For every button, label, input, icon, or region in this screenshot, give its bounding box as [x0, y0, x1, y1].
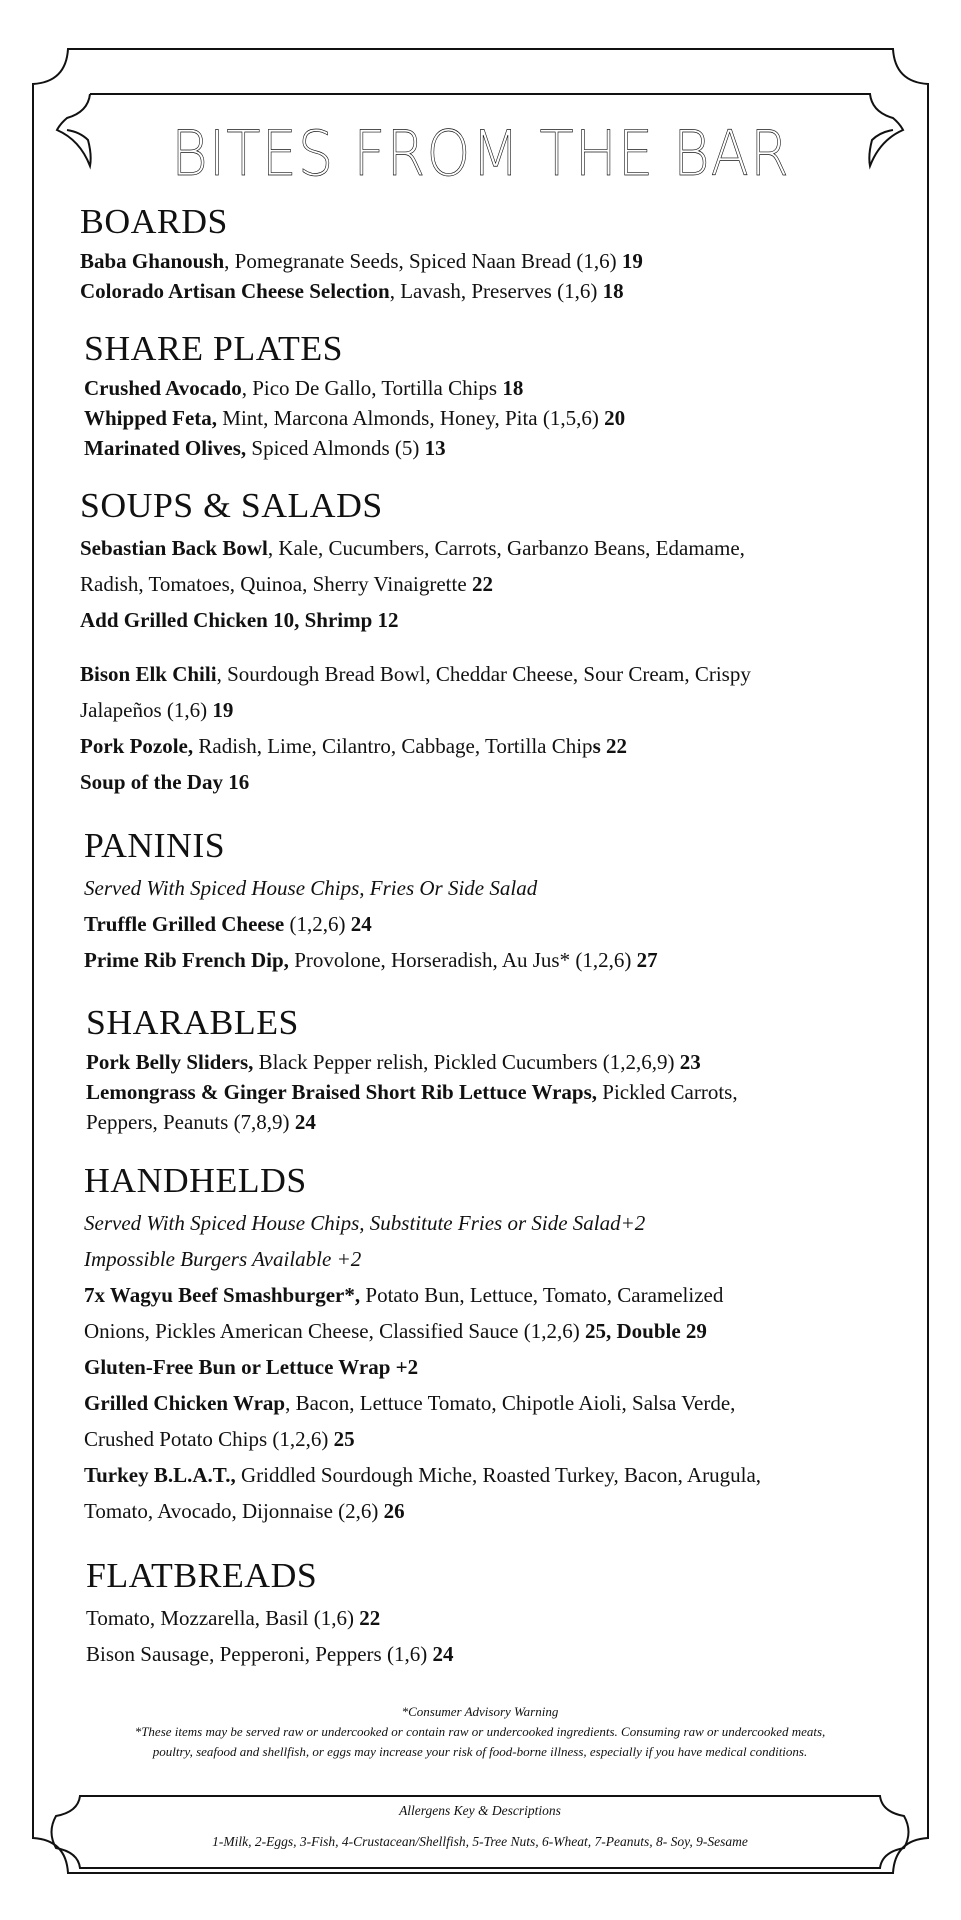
menu-item: Whipped Feta, Mint, Marcona Almonds, Honey, Pita (1,5,6) 20: [84, 406, 626, 430]
menu-item: Sebastian Back Bowl, Kale, Cucumbers, Carrots, Garbanzo Beans, Edamame,: [80, 536, 745, 560]
menu-item: Truffle Grilled Cheese (1,2,6) 24: [84, 912, 372, 936]
section-note: Served With Spiced House Chips, Substitute Fries or Side Salad+2: [84, 1211, 646, 1235]
flatbreads-section: [86, 1556, 886, 1672]
soups-salads-heading: SOUPS & SALADS: [80, 486, 383, 525]
menu-item: Marinated Olives, Spiced Almonds (5) 13: [84, 436, 446, 460]
menu-item-continued: Radish, Tomatoes, Quinoa, Sherry Vinaigrette 22: [80, 572, 493, 596]
handhelds-heading: HANDHELDS: [84, 1161, 307, 1200]
allergens-list: 1-Milk, 2-Eggs, 3-Fish, 4-Crustacean/Shellfish, 5-Tree Nuts, 6-Wheat, 7-Peanuts, 8- Soy, 9-Sesame: [212, 1834, 748, 1849]
menu-item: Pork Belly Sliders, Black Pepper relish, Pickled Cucumbers (1,2,6,9) 23: [86, 1050, 701, 1074]
menu-item: Pork Pozole, Radish, Lime, Cilantro, Cabbage, Tortilla Chips 22: [80, 734, 627, 758]
share-plates-section: [84, 329, 884, 463]
menu-item: Bison Sausage, Pepperoni, Peppers (1,6) 24: [86, 1642, 454, 1666]
menu-item: Bison Elk Chili, Sourdough Bread Bowl, Cheddar Cheese, Sour Cream, Crispy: [80, 662, 751, 686]
sharables-section: [86, 1003, 886, 1137]
menu-item: Turkey B.L.A.T., Griddled Sourdough Miche, Roasted Turkey, Bacon, Arugula,: [84, 1463, 762, 1487]
menu-item: Prime Rib French Dip, Provolone, Horseradish, Au Jus* (1,2,6) 27: [84, 948, 658, 972]
menu-item-continued: Jalapeños (1,6) 19: [80, 698, 234, 722]
page-title: BITES FROM THE BAR: [171, 118, 790, 191]
boards-section: [80, 202, 880, 306]
advisory-text: poultry, seafood and shellfish, or eggs may increase your risk of food-borne illness, especially if you have medical conditions.: [152, 1744, 808, 1759]
menu-item: Crushed Avocado, Pico De Gallo, Tortilla Chips 18: [84, 376, 524, 400]
menu-item-continued: Peppers, Peanuts (7,8,9) 24: [86, 1110, 316, 1134]
handhelds-section: [84, 1161, 884, 1529]
consumer-advisory: [80, 1702, 880, 1762]
menu-item-continued: Onions, Pickles American Cheese, Classified Sauce (1,2,6) 25, Double 29: [84, 1319, 707, 1343]
menu-item-continued: Tomato, Avocado, Dijonnaise (2,6) 26: [84, 1499, 405, 1523]
flatbreads-heading: FLATBREADS: [86, 1556, 318, 1595]
add-on: Gluten-Free Bun or Lettuce Wrap +2: [84, 1355, 419, 1379]
paninis-section: [84, 826, 884, 978]
sharables-heading: SHARABLES: [86, 1003, 299, 1042]
paninis-heading: PANINIS: [84, 826, 226, 865]
menu-item: Soup of the Day 16: [80, 770, 250, 794]
advisory-text: *These items may be served raw or undercooked or contain raw or undercooked ingredients. Consuming raw or undercooked meats,: [134, 1724, 826, 1739]
menu-item: Tomato, Mozzarella, Basil (1,6) 22: [86, 1606, 381, 1630]
soups-salads-section: [80, 486, 880, 800]
menu-item: Baba Ghanoush, Pomegranate Seeds, Spiced Naan Bread (1,6) 19: [80, 249, 643, 273]
section-note: Served With Spiced House Chips, Fries Or Side Salad: [84, 876, 538, 900]
menu-item: Grilled Chicken Wrap, Bacon, Lettuce Tomato, Chipotle Aioli, Salsa Verde,: [84, 1391, 736, 1415]
share-plates-heading: SHARE PLATES: [84, 329, 344, 368]
section-note: Impossible Burgers Available +2: [84, 1247, 362, 1271]
boards-heading: BOARDS: [80, 202, 228, 241]
advisory-title: *Consumer Advisory Warning: [401, 1704, 559, 1719]
allergens-title: Allergens Key & Descriptions: [399, 1803, 561, 1818]
menu-item: Lemongrass & Ginger Braised Short Rib Lettuce Wraps, Pickled Carrots,: [86, 1080, 738, 1104]
menu-item: 7x Wagyu Beef Smashburger*, Potato Bun, Lettuce, Tomato, Caramelized: [84, 1283, 724, 1307]
add-on: Add Grilled Chicken 10, Shrimp 12: [80, 608, 399, 632]
menu-item-continued: Crushed Potato Chips (1,2,6) 25: [84, 1427, 355, 1451]
menu-item: Colorado Artisan Cheese Selection, Lavash, Preserves (1,6) 18: [80, 279, 624, 303]
